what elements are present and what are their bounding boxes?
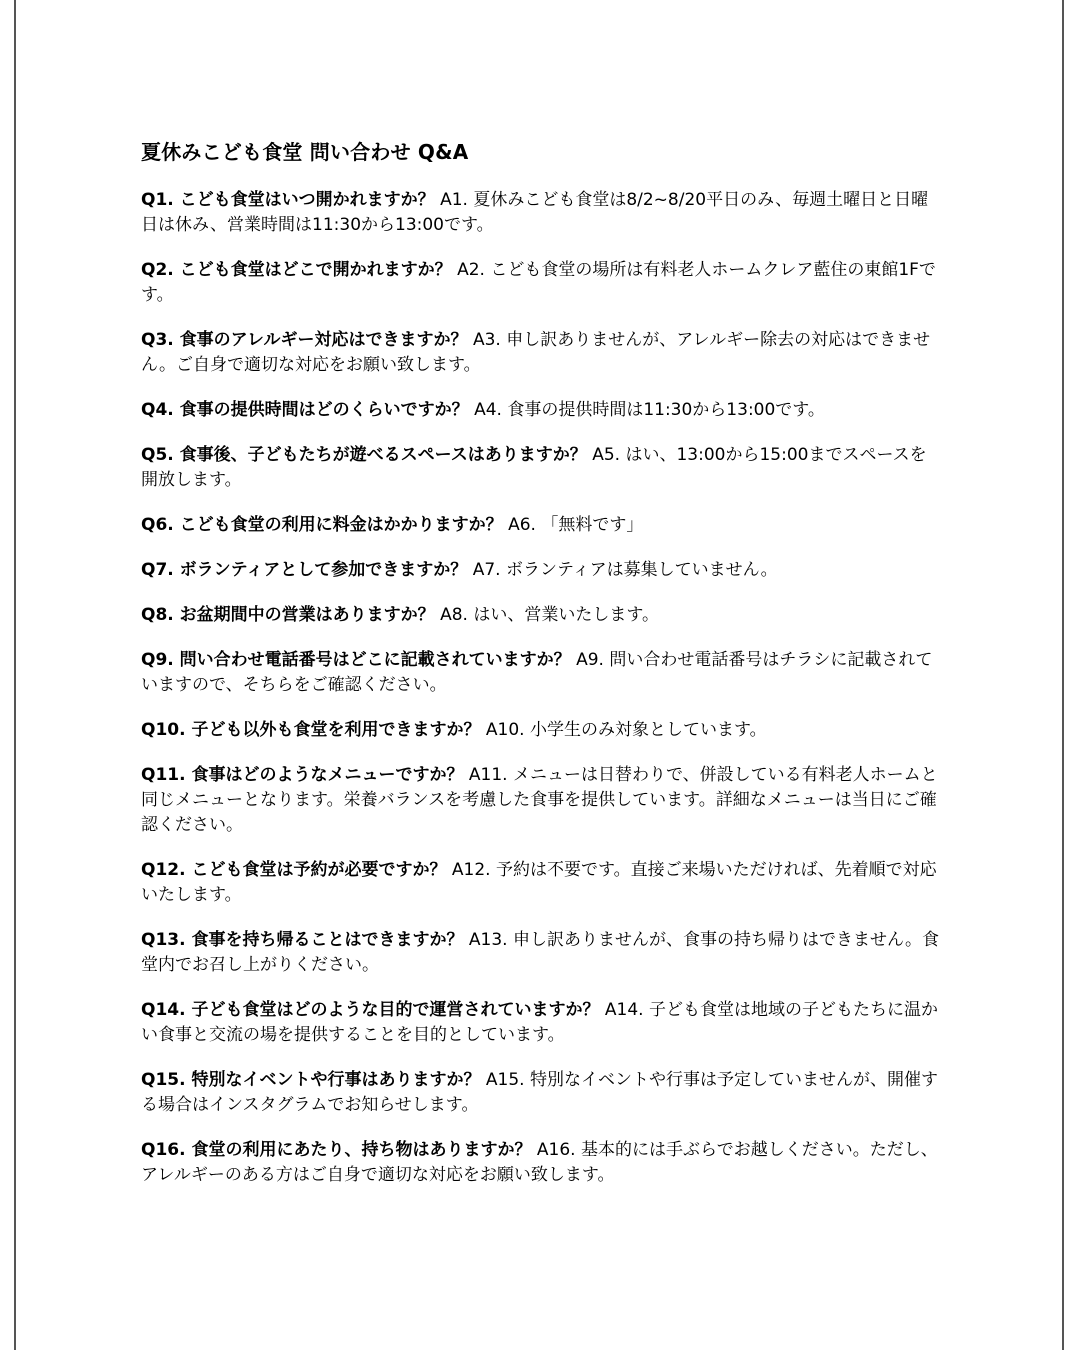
question-text: Q9. 問い合わせ電話番号はどこに記載されていますか？ (141, 650, 571, 670)
question-text: Q7. ボランティアとして参加できますか？ (141, 560, 468, 580)
qa-list (141, 188, 941, 1188)
question-text: Q12. こども食堂は予約が必要ですか？ (141, 860, 447, 880)
question-text: Q1. こども食堂はいつ開かれますか？ (141, 190, 435, 210)
question-text: Q15. 特別なイベントや行事はありますか？ (141, 1070, 481, 1090)
question-text: Q10. 子ども以外も食堂を利用できますか？ (141, 720, 481, 740)
qa-item-12 (141, 858, 941, 908)
qa-item-4 (141, 398, 941, 423)
qa-item-5 (141, 443, 941, 493)
question-text: Q3. 食事のアレルギー対応はできますか？ (141, 330, 468, 350)
question-text: Q14. 子ども食堂はどのような目的で運営されていますか？ (141, 1000, 600, 1020)
answer-text: A15. 特別なイベントや行事は予定していませんが、開催する場合はインスタグラムでお知らせします。 (141, 1070, 938, 1115)
question-text: Q5. 食事後、子どもたちが遊べるスペースはありますか？ (141, 445, 587, 465)
qa-item-7 (141, 558, 941, 583)
qa-item-15 (141, 1068, 941, 1118)
qa-item-13 (141, 928, 941, 978)
answer-text: A7. ボランティアは募集していません。 (472, 560, 778, 580)
qa-item-3 (141, 328, 941, 378)
question-text: Q6. こども食堂の利用に料金はかかりますか？ (141, 515, 503, 535)
question-text: Q11. 食事はどのようなメニューですか？ (141, 765, 464, 785)
answer-text: A6. 「無料です」 (508, 515, 644, 535)
answer-text: A12. 予約は不要です。直接ご来場いただければ、先着順で対応いたします。 (141, 860, 937, 905)
answer-text: A8. はい、営業いたします。 (440, 605, 659, 625)
qa-item-8 (141, 603, 941, 628)
answer-text: A4. 食事の提供時間は11:30から13:00です。 (474, 400, 825, 420)
answer-text: A14. 子ども食堂は地域の子どもたちに温かい食事と交流の場を提供することを目的としています。 (141, 1000, 938, 1045)
qa-item-9 (141, 648, 941, 698)
question-text: Q8. お盆期間中の営業はありますか？ (141, 605, 435, 625)
question-text: Q13. 食事を持ち帰ることはできますか？ (141, 930, 464, 950)
answer-text: A16. 基本的には手ぶらでお越しください。ただし、アレルギーのある方はご自身で適切な対応をお願い致します。 (141, 1140, 938, 1185)
qa-item-10 (141, 718, 941, 743)
answer-text: A10. 小学生のみ対象としています。 (485, 720, 767, 740)
answer-text: A3. 申し訳ありませんが、アレルギー除去の対応はできません。ご自身で適切な対応をお願い致します。 (141, 330, 931, 375)
qa-item-16 (141, 1138, 941, 1188)
answer-text: A11. メニューは日替わりで、併設している有料老人ホームと同じメニューとなります。栄養バランスを考慮した食事を提供しています。詳細なメニューは当日にご確認ください。 (141, 765, 938, 835)
question-text: Q16. 食堂の利用にあたり、持ち物はありますか？ (141, 1140, 532, 1160)
answer-text: A1. 夏休みこども食堂は8/2~8/20平日のみ、毎週土曜日と日曜日は休み、営業時間は11:30から13:00です。 (141, 190, 929, 235)
qa-item-6 (141, 513, 941, 538)
answer-text: A9. 問い合わせ電話番号はチラシに記載されていますので、そちらをご確認ください。 (141, 650, 933, 695)
question-text: Q2. こども食堂はどこで開かれますか？ (141, 260, 452, 280)
document-content (141, 138, 941, 1208)
qa-item-1 (141, 188, 941, 238)
qa-item-11 (141, 763, 941, 838)
qa-item-2 (141, 258, 941, 308)
question-text: Q4. 食事の提供時間はどのくらいですか？ (141, 400, 469, 420)
qa-item-14 (141, 998, 941, 1048)
document-page (14, 0, 1064, 1350)
answer-text: A2. こども食堂の場所は有料老人ホームクレア藍住の東館1Fです。 (141, 260, 936, 305)
answer-text: A13. 申し訳ありませんが、食事の持ち帰りはできません。食堂内でお召し上がりください。 (141, 930, 939, 975)
page-title: 夏休みこども食堂 問い合わせ Q&A (141, 140, 469, 164)
answer-text: A5. はい、13:00から15:00までスペースを開放します。 (141, 445, 927, 490)
